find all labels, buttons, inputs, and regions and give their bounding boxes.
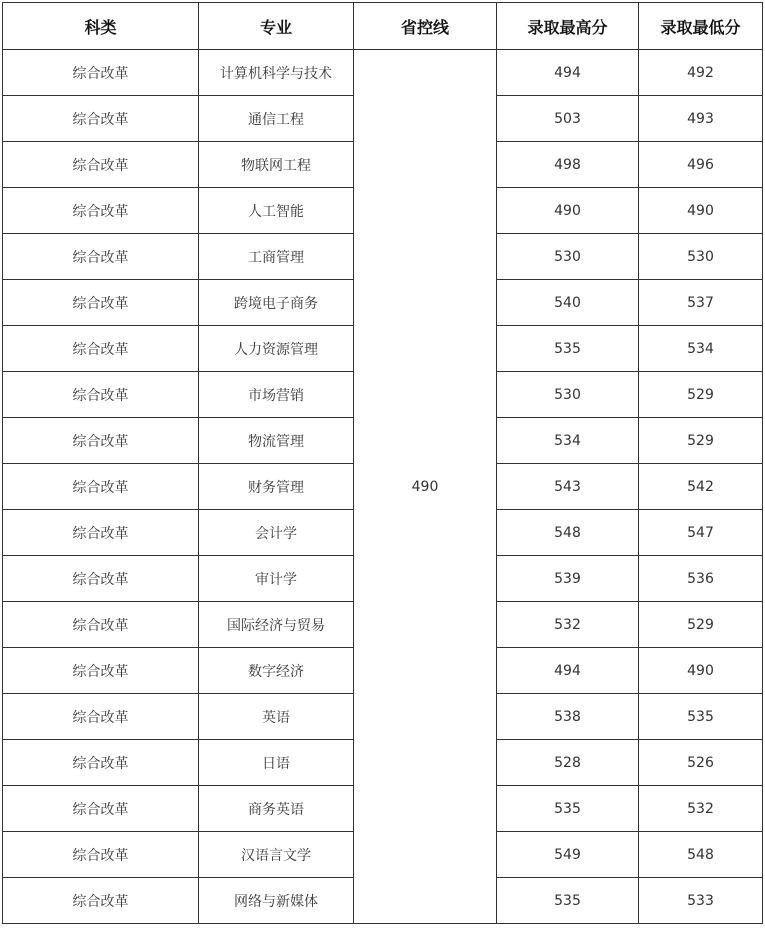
admission-score-table [2,2,763,924]
cell-category: 综合改革 [3,50,199,96]
cell-min-score: 542 [639,464,763,510]
cell-category: 综合改革 [3,464,199,510]
cell-min-score: 490 [639,648,763,694]
cell-category: 综合改革 [3,372,199,418]
cell-min-score: 496 [639,142,763,188]
cell-category: 综合改革 [3,418,199,464]
cell-major: 工商管理 [199,234,354,280]
cell-category: 综合改革 [3,832,199,878]
cell-major: 汉语言文学 [199,832,354,878]
cell-major: 商务英语 [199,786,354,832]
cell-major: 计算机科学与技术 [199,50,354,96]
cell-major: 人力资源管理 [199,326,354,372]
cell-category: 综合改革 [3,556,199,602]
cell-max-score: 534 [497,418,639,464]
cell-category: 综合改革 [3,234,199,280]
cell-major: 市场营销 [199,372,354,418]
cell-major: 人工智能 [199,188,354,234]
cell-major: 审计学 [199,556,354,602]
cell-min-score: 536 [639,556,763,602]
cell-max-score: 535 [497,878,639,924]
cell-min-score: 529 [639,418,763,464]
cell-min-score: 492 [639,50,763,96]
cell-major: 物流管理 [199,418,354,464]
header-control-line: 省控线 [354,3,497,50]
cell-major: 跨境电子商务 [199,280,354,326]
cell-category: 综合改革 [3,602,199,648]
cell-max-score: 530 [497,234,639,280]
cell-max-score: 530 [497,372,639,418]
cell-category: 综合改革 [3,510,199,556]
cell-min-score: 548 [639,832,763,878]
cell-min-score: 534 [639,326,763,372]
cell-max-score: 494 [497,50,639,96]
cell-major: 会计学 [199,510,354,556]
cell-min-score: 535 [639,694,763,740]
cell-min-score: 529 [639,602,763,648]
cell-max-score: 535 [497,326,639,372]
cell-major: 网络与新媒体 [199,878,354,924]
cell-max-score: 549 [497,832,639,878]
table-body [3,50,763,924]
cell-major: 财务管理 [199,464,354,510]
cell-category: 综合改革 [3,326,199,372]
cell-min-score: 526 [639,740,763,786]
cell-min-score: 533 [639,878,763,924]
cell-max-score: 498 [497,142,639,188]
header-max-score: 录取最高分 [497,3,639,50]
cell-max-score: 538 [497,694,639,740]
cell-max-score: 503 [497,96,639,142]
cell-major: 英语 [199,694,354,740]
header-min-score: 录取最低分 [639,3,763,50]
cell-max-score: 528 [497,740,639,786]
header-category: 科类 [3,3,199,50]
cell-category: 综合改革 [3,786,199,832]
cell-category: 综合改革 [3,648,199,694]
cell-major: 数字经济 [199,648,354,694]
cell-min-score: 532 [639,786,763,832]
cell-max-score: 494 [497,648,639,694]
cell-major: 日语 [199,740,354,786]
cell-category: 综合改革 [3,740,199,786]
cell-max-score: 543 [497,464,639,510]
header-major: 专业 [199,3,354,50]
cell-category: 综合改革 [3,142,199,188]
cell-max-score: 548 [497,510,639,556]
cell-min-score: 493 [639,96,763,142]
cell-max-score: 535 [497,786,639,832]
cell-min-score: 490 [639,188,763,234]
cell-major: 国际经济与贸易 [199,602,354,648]
cell-max-score: 539 [497,556,639,602]
cell-max-score: 490 [497,188,639,234]
cell-min-score: 537 [639,280,763,326]
cell-max-score: 540 [497,280,639,326]
cell-max-score: 532 [497,602,639,648]
cell-min-score: 547 [639,510,763,556]
cell-major: 物联网工程 [199,142,354,188]
cell-category: 综合改革 [3,188,199,234]
cell-min-score: 529 [639,372,763,418]
cell-min-score: 530 [639,234,763,280]
cell-category: 综合改革 [3,878,199,924]
cell-category: 综合改革 [3,280,199,326]
table-header-row [3,3,763,50]
cell-major: 通信工程 [199,96,354,142]
table-row [3,50,763,96]
cell-control-line: 490 [354,50,497,924]
cell-category: 综合改革 [3,694,199,740]
cell-category: 综合改革 [3,96,199,142]
